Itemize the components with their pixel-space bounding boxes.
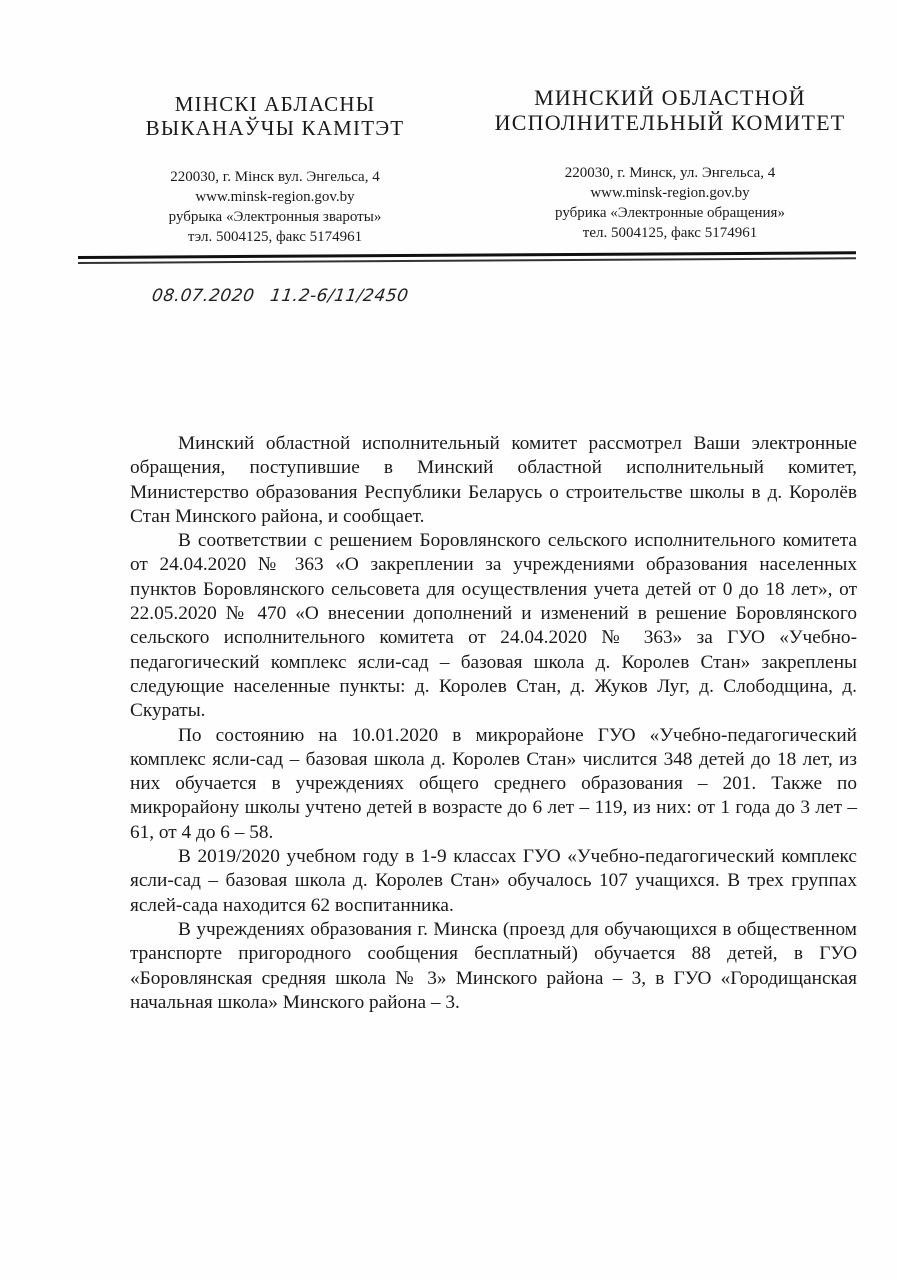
org-title-be-line1: МІНСКІ АБЛАСНЫ [174,92,376,116]
letter-body [130,432,857,1015]
body-paragraph: В 2019/2020 учебном году в 1-9 классах ГУО «Учебно-педагогический комплекс ясли-сад – базовая школа д. Королев Стан» обучалось 107 учащихся. В трех группах яслей-сада находится 62 воспитанника. [130,846,857,916]
website-ru: www.minsk-region.gov.by [590,185,750,201]
phone-be: тэл. 5004125, факс 5174961 [187,229,363,245]
registration-date: 08.07.2020 [150,286,256,306]
body-paragraph: По состоянию на 10.01.2020 в микрорайоне ГУО «Учебно-педагогический комплекс ясли-сад – базовая школа д. Королев Стан» числится 348 детей до 18 лет, из них обучается в учреждениях общего среднего образования – 201. Также по микрорайону школы учтено детей в возрасте до 6 лет – 119, из них: от 1 года до 3 лет – 61, от 4 до 6 – 58. [130,724,857,843]
body-paragraph: В соответствии с решением Боровлянского сельского исполнительного комитета от 24.04.2020 № 363 «О закреплении за учреждениями образования населенных пунктов Боровлянского сельсовета для осуществления учета детей от 0 до 18 лет», от 22.05.2020 № 470 «О внесении дополнений и изменений в решение Боровлянского сельского исполнительного комитета от 24.04.2020 № 363» за ГУО «Учебно-педагогический комплекс ясли-сад – базовая школа д. Королев Стан» закреплены следующие населенные пункты: д. Королев Стан, д. Жуков Луг, д. Слободщина, д. Скураты. [130,530,857,722]
letterhead-belarusian [110,92,440,247]
rubric-ru: рубрика «Электронные обращения» [555,205,785,221]
registration-stamp [151,286,410,306]
org-title-be-line2: ВЫКАНАЎЧЫ КАМІТЭТ [145,116,405,140]
contact-block-be [110,167,440,247]
body-paragraph: В учреждениях образования г. Минска (проезд для обучающихся в общественном транспорте пригородного сообщения бесплатный) обучается 88 детей, в ГУО «Боровлянская средняя школа № 3» Минского района – 3, в ГУО «Городищанская начальная школа» Минского района – 3. [130,918,857,1013]
contact-block-ru [470,163,870,243]
website-be: www.minsk-region.gov.by [195,189,355,205]
registration-number: 11.2-6/11/2450 [268,286,410,306]
address-ru: 220030, г. Минск, ул. Энгельса, 4 [564,165,776,181]
address-be: 220030, г. Мінск вул. Энгельса, 4 [170,169,380,185]
org-title-ru-line1: МИНСКИЙ ОБЛАСТНОЙ [534,85,806,110]
phone-ru: тел. 5004125, факс 5174961 [582,225,758,241]
org-title-ru-line2: ИСПОЛНИТЕЛЬНЫЙ КОМИТЕТ [494,110,846,135]
body-paragraph: Минский областной исполнительный комитет рассмотрел Ваши электронные обращения, поступившие в Минский областной исполнительный комитет, Министерство образования Республики Беларусь о строительстве школы в д. Королёв Стан Минского района, и сообщает. [130,433,857,527]
letterhead-russian [470,85,870,243]
rubric-be: рубрыка «Электронныя звароты» [168,209,382,225]
